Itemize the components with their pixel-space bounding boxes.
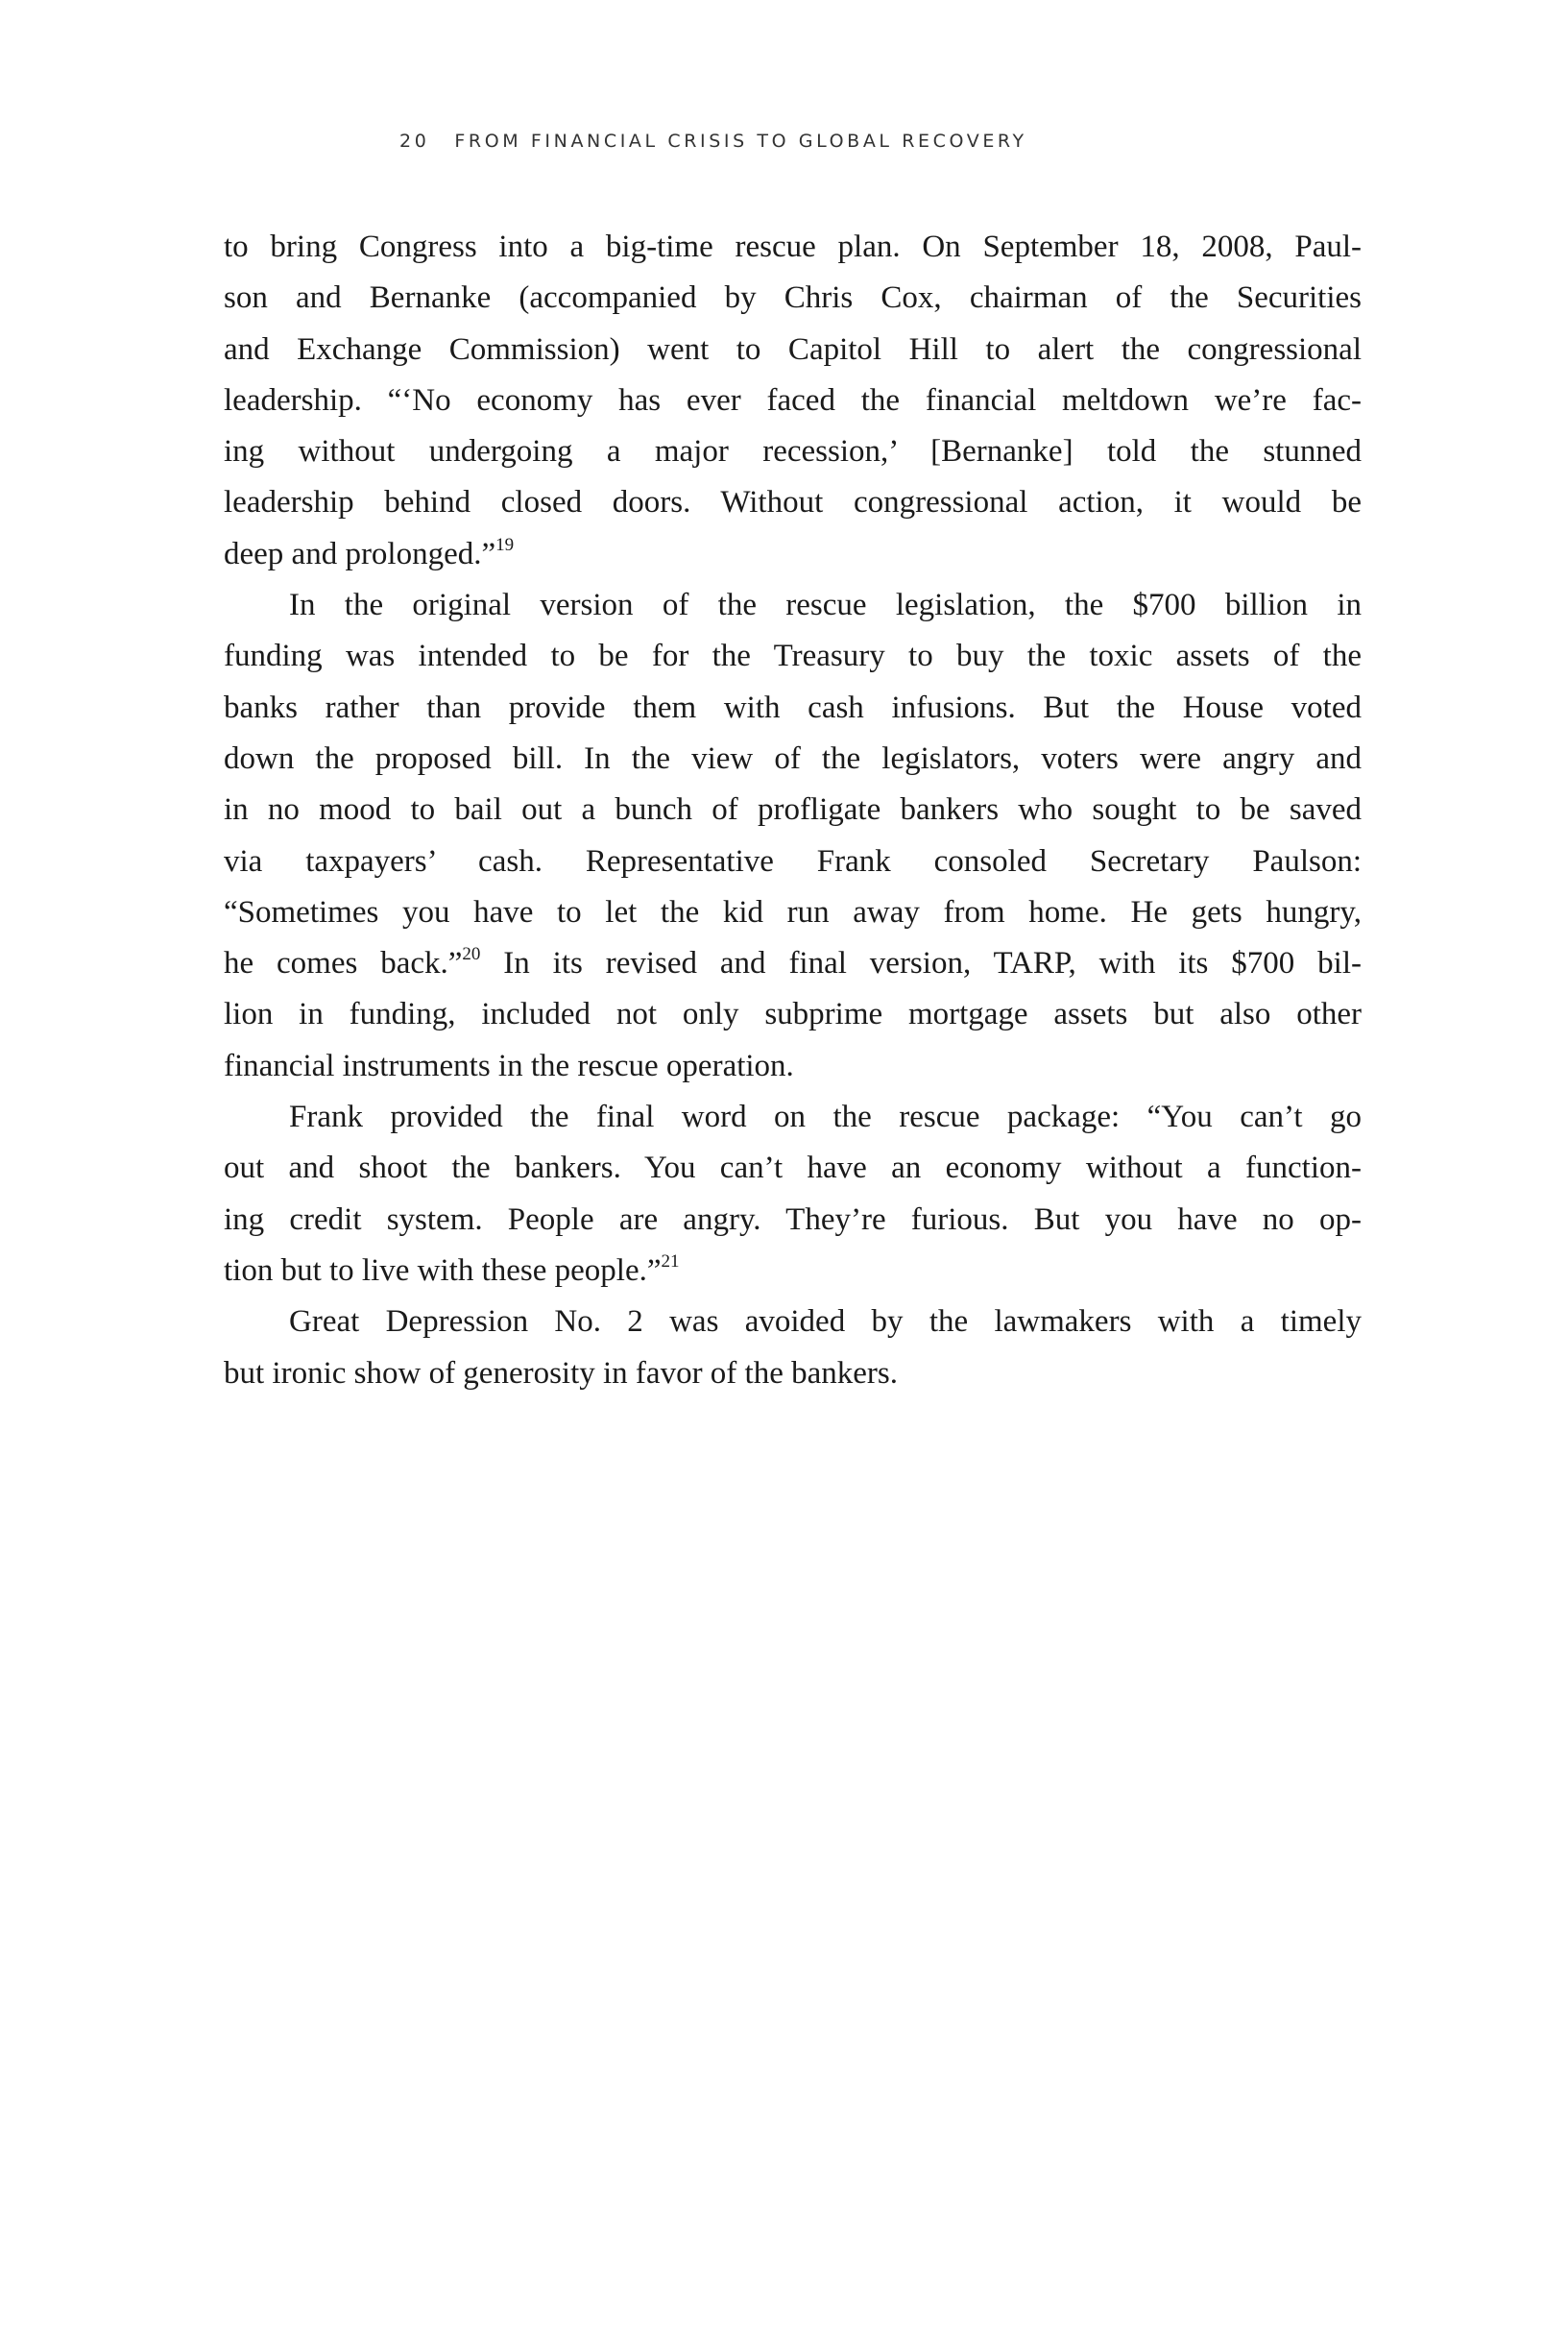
text-span: deep and prolonged.” — [224, 536, 496, 571]
text-span: and Exchange Commission) went to Capitol Hill to alert the congressional — [224, 331, 1362, 367]
text-line — [224, 529, 1362, 580]
footnote-marker: 21 — [661, 1250, 680, 1272]
text-line — [224, 683, 1362, 734]
text-span: he comes back.” — [224, 946, 463, 982]
text-line — [224, 785, 1362, 836]
text-line — [224, 580, 1362, 631]
text-span: ing credit system. People are angry. They’re furious. But you have no op- — [224, 1201, 1362, 1237]
text-span: in no mood to bail out a bunch of profligate bankers who sought to be saved — [224, 792, 1362, 828]
text-span: funding was intended to be for the Treasury to buy the toxic assets of the — [224, 639, 1362, 674]
body-text — [224, 222, 1362, 1399]
text-line — [224, 1348, 1362, 1399]
text-span: “Sometimes you have to let the kid run away from home. He gets hungry, — [224, 894, 1362, 930]
text-line — [224, 1041, 1362, 1092]
text-span: ing without undergoing a major recession,’ [Bernanke] told the stunned — [224, 434, 1362, 470]
text-span: out and shoot the bankers. You can’t have an economy without a function- — [224, 1151, 1362, 1186]
text-span: In the original version of the rescue legislation, the $700 billion in — [289, 588, 1362, 623]
text-line — [224, 1195, 1362, 1246]
text-span: financial instruments in the rescue operation. — [224, 1048, 794, 1083]
text-line — [224, 887, 1362, 938]
text-line — [224, 222, 1362, 273]
text-line — [224, 1297, 1362, 1347]
text-line — [224, 989, 1362, 1040]
text-line — [224, 1092, 1362, 1143]
text-span: down the proposed bill. In the view of the legislators, voters were angry and — [224, 740, 1362, 776]
text-span: banks rather than provide them with cash infusions. But the House voted — [224, 690, 1362, 725]
text-line — [224, 477, 1362, 528]
running-head — [399, 131, 1027, 152]
text-line — [224, 938, 1362, 989]
text-span: Frank provided the final word on the rescue package: “You can’t go — [289, 1100, 1362, 1135]
text-line — [224, 273, 1362, 324]
text-span: son and Bernanke (accompanied by Chris Cox, chairman of the Securities — [224, 280, 1362, 316]
text-line — [224, 631, 1362, 682]
text-span: In its revised and final version, TARP, with its $700 bil- — [480, 946, 1362, 982]
text-span: to bring Congress into a big-time rescue plan. On September 18, 2008, Paul- — [224, 230, 1362, 264]
text-line — [224, 325, 1362, 376]
text-span: lion in funding, included not only subprime mortgage assets but also other — [224, 997, 1362, 1032]
text-span: Great Depression No. 2 was avoided by the lawmakers with a timely — [289, 1304, 1362, 1340]
text-span: leadership. “‘No economy has ever faced the financial meltdown we’re fac- — [224, 382, 1362, 418]
text-span: leadership behind closed doors. Without congressional action, it would be — [224, 485, 1362, 521]
footnote-marker: 19 — [495, 534, 515, 555]
page-number: 20 — [399, 131, 430, 152]
text-line — [224, 1143, 1362, 1194]
running-head-title: FROM FINANCIAL CRISIS TO GLOBAL RECOVERY — [454, 131, 1027, 152]
text-line — [224, 734, 1362, 785]
text-line — [224, 837, 1362, 887]
text-line — [224, 376, 1362, 426]
text-span: tion but to live with these people.” — [224, 1252, 662, 1288]
footnote-marker: 20 — [462, 944, 481, 965]
text-span: but ironic show of generosity in favor of the bankers. — [224, 1355, 898, 1391]
text-line — [224, 426, 1362, 477]
text-span: via taxpayers’ cash. Representative Frank consoled Secretary Paulson: — [224, 843, 1362, 879]
text-line — [224, 1246, 1362, 1297]
